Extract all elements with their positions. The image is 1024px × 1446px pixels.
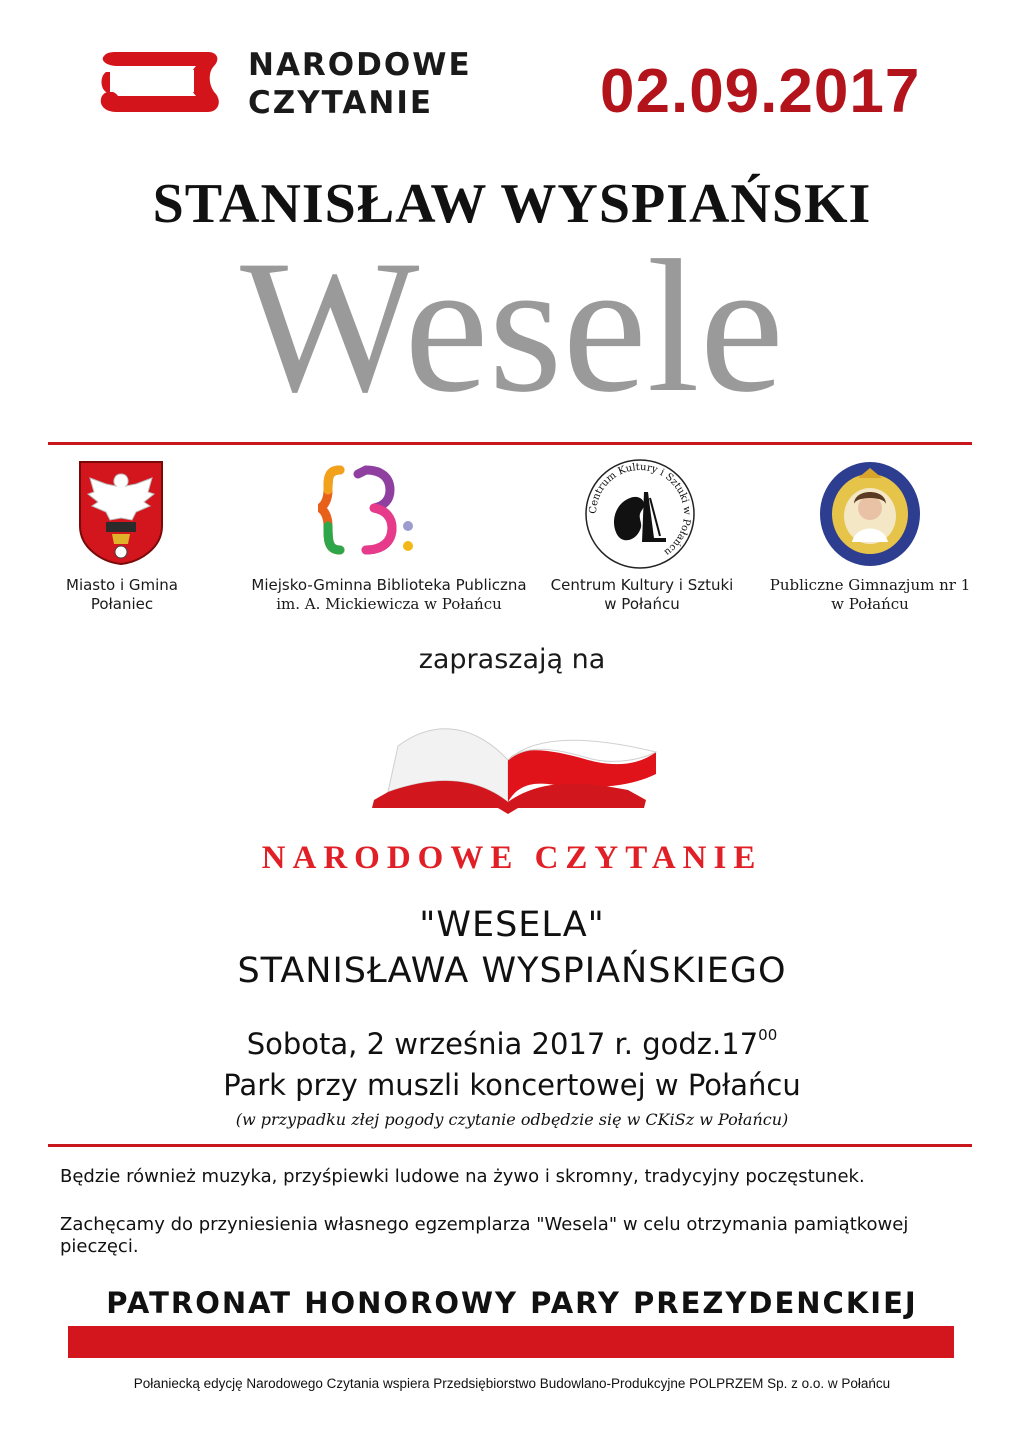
logo-line-1: NARODOWE	[248, 47, 472, 83]
partner-4-line1: Publiczne Gimnazjum nr 1	[769, 576, 971, 594]
coat-of-arms-icon	[76, 460, 166, 566]
school-emblem-icon	[818, 458, 922, 568]
event-time-minutes: 00	[758, 1026, 778, 1044]
partner-3-line1: Centrum Kultury i Sztuki	[550, 576, 734, 594]
open-book-flag-icon	[368, 708, 658, 814]
header-logo-text	[248, 46, 472, 122]
partner-1-line1: Miasto i Gmina	[66, 576, 178, 594]
partner-3-line2: w Połańcu	[604, 595, 680, 613]
sponsor-footer: Połaniecką edycję Narodowego Czytania wspiera Przedsiębiorstwo Budowlano-Produkcyjne POLPRZEM Sp. z o.o. w Połańcu	[133, 1376, 891, 1391]
red-bar	[68, 1326, 954, 1358]
partner-2-line2: im. A. Mickiewicza w Połańcu	[276, 595, 502, 613]
patronage-heading: PATRONAT HONOROWY PARY PREZYDENCKIEJ	[106, 1286, 918, 1320]
culture-center-logo-icon	[584, 458, 696, 570]
weather-note: (w przypadku złej pogody czytanie odbędzie się w CKiSz w Połańcu)	[235, 1110, 789, 1129]
library-logo-icon	[318, 464, 418, 560]
divider-top	[48, 442, 972, 445]
logo-line-2: CZYTANIE	[248, 85, 434, 121]
work-heading	[0, 902, 1024, 994]
narodowe-czytanie-logo-icon	[96, 46, 226, 118]
event-date: 02.09.2017	[600, 57, 921, 126]
partner-4-label	[750, 576, 990, 614]
culture-seal-text: Centrum Kultury i Sztuki w Połańcu	[587, 461, 693, 558]
work-title: Wesele	[240, 222, 784, 432]
event-place: Park przy muszli koncertowej w Połańcu	[223, 1068, 801, 1102]
partner-2-label	[244, 576, 534, 614]
info-bring-copy: Zachęcamy do przyniesienia własnego egzemplarza "Wesela" w celu otrzymania pamiątkowej pieczęci.	[60, 1214, 909, 1257]
info-music: Będzie również muzyka, przyśpiewki ludowe na żywo i skromny, tradycyjny poczęstunek.	[60, 1166, 865, 1187]
divider-bottom	[48, 1144, 972, 1147]
author-name: STANISŁAW WYSPIAŃSKI	[152, 173, 872, 235]
partner-1-label	[2, 576, 242, 614]
partner-1-line2: Połaniec	[90, 595, 154, 613]
work-line-2: STANISŁAWA WYSPIAŃSKIEGO	[237, 951, 787, 991]
work-line-1: "WESELA"	[419, 905, 605, 945]
partner-3-label	[522, 576, 762, 614]
event-time	[0, 1026, 1024, 1061]
partner-2-line1: Miejsko-Gminna Biblioteka Publiczna	[251, 576, 527, 594]
partner-4-line2: w Połańcu	[831, 595, 909, 613]
invite-text: zapraszają na	[418, 644, 606, 675]
event-name: NARODOWE CZYTANIE	[261, 840, 763, 876]
event-time-main: Sobota, 2 września 2017 r. godz.17	[246, 1027, 759, 1061]
